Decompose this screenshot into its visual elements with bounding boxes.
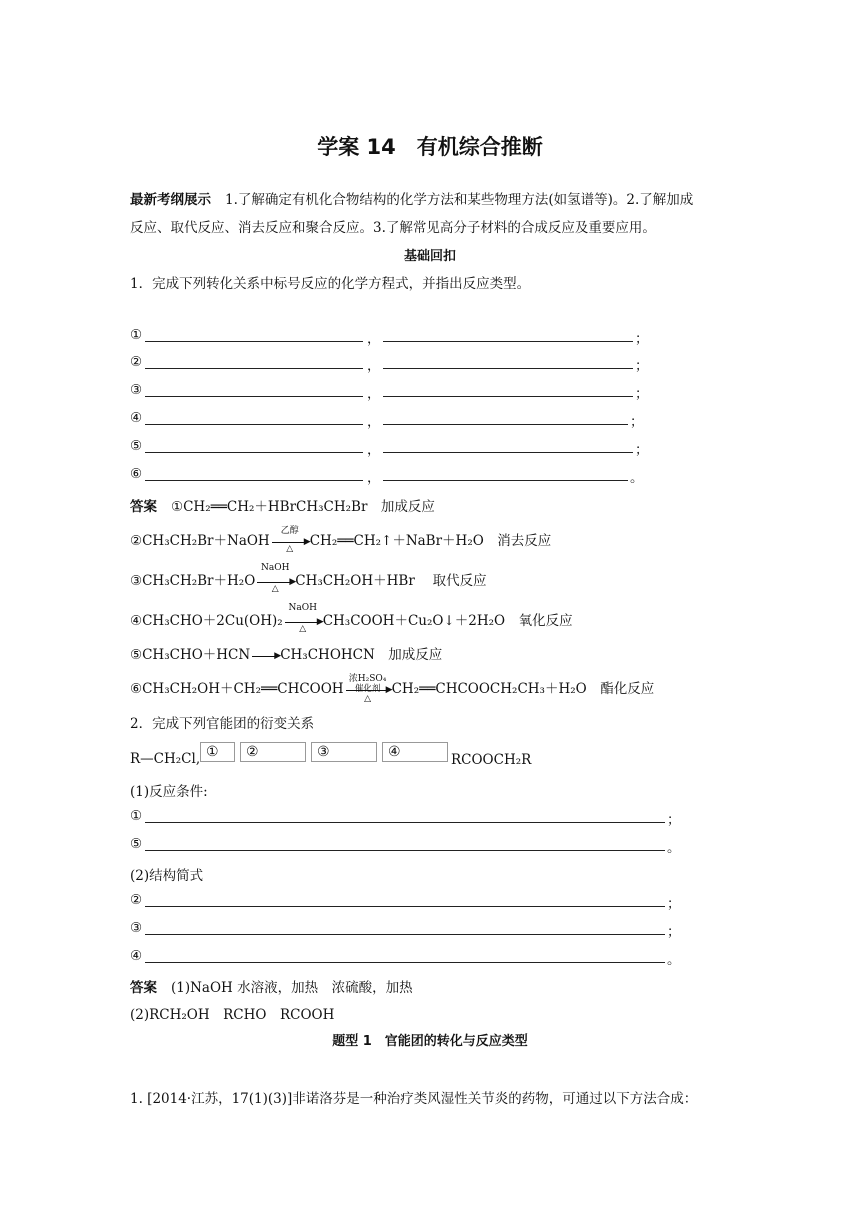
separator-comma: ，: [367, 331, 381, 347]
answer-blank-equation[interactable]: [145, 368, 363, 369]
question-1: 1．完成下列转化关系中标号反应的化学方程式，并指出反应类型。: [130, 276, 531, 292]
answer-blank-long[interactable]: [145, 850, 665, 851]
section-heading-type-1: 题型 1 官能团的转化与反应类型: [332, 1034, 528, 1049]
answer-label: 答案: [130, 980, 157, 996]
line-ending: ；: [635, 386, 649, 402]
chain-box-3[interactable]: ③: [311, 742, 377, 762]
answer-blank-type[interactable]: [383, 424, 628, 425]
blank-marker: ④: [130, 410, 143, 426]
answer-q2-2: (2)RCH₂OH RCHO RCOOH: [130, 1007, 335, 1023]
line-ending: ；: [635, 331, 649, 347]
answer-blank-equation[interactable]: [145, 396, 363, 397]
page-title: 学案 14 有机综合推断: [317, 135, 543, 159]
answer-blank-long[interactable]: [145, 934, 665, 935]
blank-marker: ⑥: [130, 466, 143, 482]
separator-comma: ，: [367, 386, 381, 402]
blank-marker: ②: [130, 892, 143, 908]
answer-blank-equation[interactable]: [145, 424, 363, 425]
answer-blank-long[interactable]: [145, 822, 665, 823]
part-2-label: (2)结构简式: [130, 868, 204, 884]
answer-4: ④CH₃CHO＋2Cu(OH)₂ NaOH ▶ △ CH₃COOH＋Cu₂O↓＋2H₂O 氧化反应: [130, 602, 573, 634]
line-ending: ；: [667, 924, 681, 940]
answer-blank-long[interactable]: [145, 906, 665, 907]
reaction-arrow: 乙醇 ▶ △: [272, 536, 308, 548]
separator-comma: ，: [367, 442, 381, 458]
line-ending: ；: [630, 414, 644, 430]
answer-blank-type[interactable]: [383, 480, 628, 481]
answer-blank-type[interactable]: [383, 341, 633, 342]
answer-1: 答案 ①CH₂══CH₂＋HBrCH₃CH₂Br 加成反应: [130, 499, 435, 515]
blank-marker: ④: [130, 948, 143, 964]
line-ending: ；: [667, 812, 681, 828]
chain-box-4[interactable]: ④: [382, 742, 448, 762]
chain-start: R—CH₂Cl,: [130, 751, 201, 767]
answer-blank-type[interactable]: [383, 452, 633, 453]
blank-marker: ⑤: [130, 438, 143, 454]
question-type1-1: 1. [2014·江苏，17(1)(3)]非诺洛芬是一种治疗类风湿性关节炎的药物，可通过以下方法合成：: [130, 1091, 698, 1107]
blank-marker: ⑤: [130, 836, 143, 852]
line-ending: ；: [635, 442, 649, 458]
syllabus-line-1: [130, 188, 693, 208]
reaction-arrow: NaOH ▶ △: [285, 616, 321, 628]
answer-blank-type[interactable]: [383, 368, 633, 369]
answer-blank-equation[interactable]: [145, 341, 363, 342]
reaction-arrow: ▶: [252, 650, 278, 662]
separator-comma: ，: [367, 358, 381, 374]
answer-2: ②CH₃CH₂Br＋NaOH 乙醇 ▶ △ CH₂══CH₂↑＋NaBr＋H₂O 消去反应: [130, 525, 552, 554]
answer-blank-equation[interactable]: [145, 480, 363, 481]
blank-marker: ③: [130, 920, 143, 936]
line-ending: ；: [667, 896, 681, 912]
reaction-arrow: 浓H₂SO₄ ▶ 催化剂 △: [346, 684, 390, 696]
chain-box-1[interactable]: ①: [200, 742, 235, 762]
line-ending: ；: [635, 358, 649, 374]
chain-end: RCOOCH₂R: [451, 752, 532, 768]
part-1-label: (1)反应条件:: [130, 784, 208, 800]
question-2: 2．完成下列官能团的衍变关系: [130, 716, 315, 732]
answer-3: ③CH₃CH₂Br＋H₂O NaOH ▶ △ CH₃CH₂OH＋HBr 取代反应: [130, 562, 487, 594]
separator-comma: ，: [367, 470, 381, 486]
syllabus-text-1: 1.了解确定有机化合物结构的化学方法和某些物理方法(如氢谱等)。2.了解加成: [225, 192, 694, 208]
answer-q2-1: 答案 (1)NaOH 水溶液，加热 浓硫酸，加热: [130, 980, 413, 996]
line-ending: 。: [667, 840, 681, 856]
syllabus-text-2: 反应、取代反应、消去反应和聚合反应。3.了解常见高分子材料的合成反应及重要应用。: [130, 220, 656, 236]
answer-blank-equation[interactable]: [145, 452, 363, 453]
separator-comma: ，: [367, 414, 381, 430]
blank-marker: ①: [130, 327, 143, 343]
section-heading-basics: 基础回扣: [403, 249, 456, 264]
reaction-arrow: NaOH ▶ △: [257, 576, 293, 588]
line-ending: 。: [630, 470, 644, 486]
blank-marker: ②: [130, 354, 143, 370]
answer-blank-long[interactable]: [145, 962, 665, 963]
answer-blank-type[interactable]: [383, 396, 633, 397]
blank-marker: ③: [130, 382, 143, 398]
syllabus-label: 最新考纲展示: [130, 192, 211, 208]
chain-box-2[interactable]: ②: [240, 742, 306, 762]
answer-5: ⑤CH₃CHO＋HCN ▶ CH₃CHOHCN 加成反应: [130, 647, 443, 663]
line-ending: 。: [667, 952, 681, 968]
answer-6: ⑥CH₃CH₂OH＋CH₂══CHCOOH 浓H₂SO₄ ▶ 催化剂 △ CH₂══CHCOOCH₂CH₃＋H₂O 酯化反应: [130, 673, 655, 704]
blank-marker: ①: [130, 808, 143, 824]
answer-label: 答案: [130, 499, 157, 515]
